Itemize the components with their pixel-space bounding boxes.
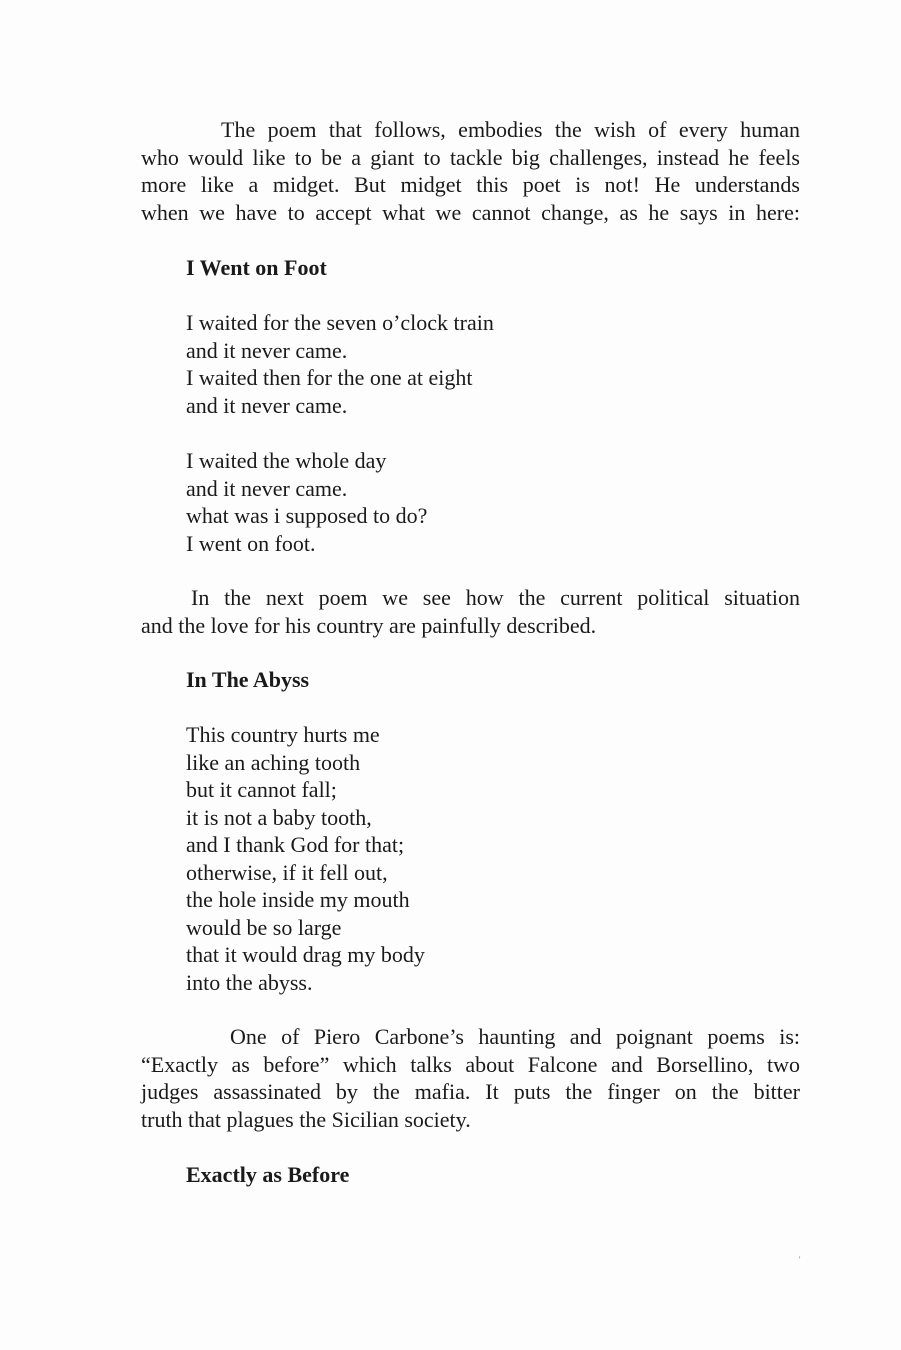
poem-2-verse: This country hurts me — [186, 722, 380, 747]
poem-1-verse: I waited for the seven o’clock train — [186, 310, 494, 335]
intro-1-line-4: when we have to accept what we cannot change, as he says in here: — [141, 199, 800, 225]
poem-2-verse: into the abyss. — [186, 969, 313, 995]
intro-3-line-4: truth that plagues the Sicilian society. — [141, 1106, 471, 1132]
poem-3-title: Exactly as Before — [186, 1162, 350, 1187]
poem-2-title: In The Abyss — [186, 667, 310, 692]
intro-3-line-2: “Exactly as before” which talks about Falcone and Borsellino, two — [141, 1051, 800, 1077]
intro-3-line-3: judges assassinated by the mafia. It puts the finger on the bitter — [141, 1079, 800, 1104]
poem-1-verse: I went on foot. — [186, 530, 316, 556]
poem-2-verse: otherwise, if it fell out, — [186, 859, 388, 885]
intro-paragraph-1 — [141, 116, 800, 226]
poem-2-verse: would be so large — [186, 914, 342, 940]
poem-2-verse: and I thank God for that; — [186, 832, 405, 857]
intro-1-line-3: more like a midget. But midget this poet is not! He understands — [141, 172, 800, 197]
poem-1-verse: what was i supposed to do? — [186, 503, 428, 528]
poem-2-verse: like an aching tooth — [186, 749, 361, 775]
poem-1-verse: and it never came. — [186, 337, 348, 363]
poem-2-verse: that it would drag my body — [186, 942, 425, 967]
poem-2-verse: but it cannot fall; — [186, 777, 337, 802]
poem-2-verse: the hole inside my mouth — [186, 887, 410, 912]
poem-1-verse: and it never came. — [186, 392, 348, 418]
intro-1-line-2: who would like to be a giant to tackle big challenges, instead he feels — [141, 144, 800, 170]
intro-paragraph-2 — [141, 584, 800, 639]
poem-1-stanza-2 — [186, 447, 427, 557]
poem-1-verse: I waited the whole day — [186, 448, 387, 473]
poem-1-verse: and it never came. — [186, 475, 348, 501]
intro-2-line-1: In the next poem we see how the current political situation — [191, 585, 800, 610]
poem-2-stanza-1 — [186, 721, 425, 996]
poem-2-verse: it is not a baby tooth, — [186, 804, 372, 830]
intro-paragraph-3 — [141, 1023, 800, 1133]
poem-1-title: I Went on Foot — [186, 255, 327, 280]
page-mark: ' — [799, 1255, 801, 1264]
poem-1-stanza-1 — [186, 309, 494, 419]
intro-1-line-1: The poem that follows, embodies the wish of every human — [221, 117, 800, 142]
poem-1-verse: I waited then for the one at eight — [186, 365, 473, 390]
intro-2-line-2: and the love for his country are painfully described. — [141, 612, 597, 638]
intro-3-line-1: One of Piero Carbone’s haunting and poignant poems is: — [230, 1024, 800, 1049]
